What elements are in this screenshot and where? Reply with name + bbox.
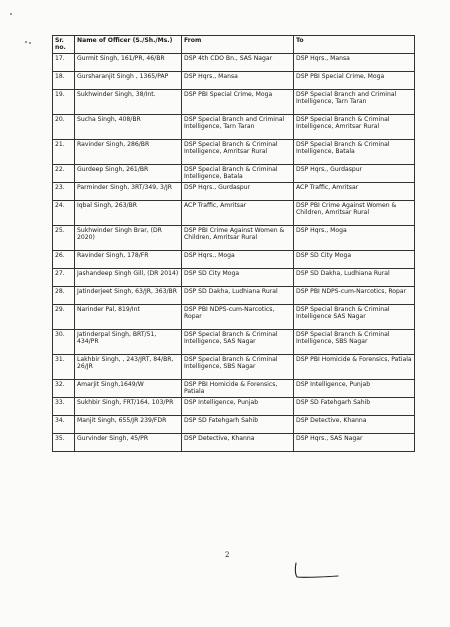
cell-from: DSP SD Dakha, Ludhiana Rural [182, 287, 294, 305]
table-row [53, 54, 415, 72]
cell-sr: 24. [53, 201, 75, 226]
scan-speck [25, 41, 27, 43]
cell-sr: 19. [53, 90, 75, 115]
cell-sr: 32. [53, 380, 75, 398]
table-row [53, 201, 415, 226]
header-to: To [294, 36, 415, 54]
table-row [53, 165, 415, 183]
cell-name: Sucha Singh, 408/BR [75, 115, 182, 140]
cell-from: DSP Special Branch & Criminal Intelligence, Amritsar Rural [182, 140, 294, 165]
cell-to: DSP Intelligence, Punjab [294, 380, 415, 398]
cell-from: DSP Special Branch & Criminal Intelligence, Batala [182, 165, 294, 183]
cell-to: DSP Hqrs., Gurdaspur [294, 165, 415, 183]
cell-sr: 31. [53, 355, 75, 380]
scan-speck [29, 42, 31, 44]
cell-to: DSP Detective, Khanna [294, 416, 415, 434]
cell-from: DSP PBI Special Crime, Moga [182, 90, 294, 115]
cell-from: ACP Traffic, Amritsar [182, 201, 294, 226]
cell-to: DSP Special Branch & Criminal Intelligence, Batala [294, 140, 415, 165]
cell-sr: 29. [53, 305, 75, 330]
cell-from: DSP 4th CDO Bn., SAS Nagar [182, 54, 294, 72]
table-row [53, 269, 415, 287]
signature-mark [292, 560, 342, 582]
cell-name: Jatinderjeet Singh, 63/JR, 363/BR [75, 287, 182, 305]
cell-name: Gurdeep Singh, 261/BR [75, 165, 182, 183]
cell-name: Jatinderpal Singh, BRT/51, 434/PR [75, 330, 182, 355]
cell-from: DSP Special Branch & Criminal Intelligence, SAS Nagar [182, 330, 294, 355]
cell-name: Ravinder Singh, 178/FR [75, 251, 182, 269]
cell-to: DSP PBI Crime Against Women & Children, Amritsar Rural [294, 201, 415, 226]
table-row [53, 115, 415, 140]
cell-name: Narinder Pal, 819/Int [75, 305, 182, 330]
cell-sr: 27. [53, 269, 75, 287]
cell-from: DSP SD City Moga [182, 269, 294, 287]
cell-name: Parminder Singh, 3RT/349, 3/JR [75, 183, 182, 201]
cell-from: DSP Hqrs., Gurdaspur [182, 183, 294, 201]
cell-from: DSP PBI Crime Against Women & Children, Amritsar Rural [182, 226, 294, 251]
cell-from: DSP SD Fatehgarh Sahib [182, 416, 294, 434]
header-name-of-officer: Name of Officer (S./Sh./Ms.) [75, 36, 182, 54]
cell-sr: 20. [53, 115, 75, 140]
cell-from: DSP Special Branch & Criminal Intelligence, SBS Nagar [182, 355, 294, 380]
cell-sr: 28. [53, 287, 75, 305]
table-row [53, 380, 415, 398]
table-row [53, 251, 415, 269]
cell-to: DSP SD Fatehgarh Sahib [294, 398, 415, 416]
cell-to: DSP Hqrs., Moga [294, 226, 415, 251]
cell-name: Sukhwinder Singh Brar, (DR 2020) [75, 226, 182, 251]
cell-name: Gursharanjit Singh , 1365/PAP [75, 72, 182, 90]
cell-sr: 23. [53, 183, 75, 201]
cell-name: Gurvinder Singh, 45/PR [75, 434, 182, 452]
cell-from: DSP Hqrs., Mansa [182, 72, 294, 90]
page-number: 2 [225, 551, 230, 559]
cell-sr: 30. [53, 330, 75, 355]
cell-sr: 21. [53, 140, 75, 165]
table-row [53, 330, 415, 355]
cell-from: DSP Special Branch and Criminal Intelligence, Tarn Taran [182, 115, 294, 140]
cell-to: DSP Hqrs., Mansa [294, 54, 415, 72]
header-from: From [182, 36, 294, 54]
table-row [53, 416, 415, 434]
cell-to: DSP Special Branch & Criminal Intelligence, Amritsar Rural [294, 115, 415, 140]
cell-name: Sukhbir Singh, FRT/164, 103/PR [75, 398, 182, 416]
table-row [53, 72, 415, 90]
cell-sr: 17. [53, 54, 75, 72]
table-header-row [53, 36, 415, 54]
cell-name: Manjit Singh, 655/JR 239/FDR [75, 416, 182, 434]
table-row [53, 398, 415, 416]
cell-sr: 26. [53, 251, 75, 269]
header-sr-no: Sr. no. [53, 36, 75, 54]
table-row [53, 434, 415, 452]
cell-from: DSP Hqrs., Moga [182, 251, 294, 269]
cell-sr: 18. [53, 72, 75, 90]
cell-sr: 35. [53, 434, 75, 452]
cell-from: DSP Detective, Khanna [182, 434, 294, 452]
cell-sr: 34. [53, 416, 75, 434]
transfer-table [52, 35, 415, 452]
table-row [53, 305, 415, 330]
cell-to: DSP PBI Special Crime, Moga [294, 72, 415, 90]
cell-name: Iqbal Singh, 263/BR [75, 201, 182, 226]
cell-sr: 33. [53, 398, 75, 416]
cell-to: DSP Special Branch & Criminal Intelligence, SBS Nagar [294, 330, 415, 355]
cell-name: Jashandeep Singh Gill, (DR 2014) [75, 269, 182, 287]
cell-to: DSP Special Branch and Criminal Intelligence, Tarn Taran [294, 90, 415, 115]
cell-to: DSP SD City Moga [294, 251, 415, 269]
cell-to: ACP Traffic, Amritsar [294, 183, 415, 201]
table-row [53, 287, 415, 305]
cell-name: Amarjit Singh,1649/W [75, 380, 182, 398]
cell-from: DSP PBI NDPS-cum-Narcotics, Ropar [182, 305, 294, 330]
table-row [53, 226, 415, 251]
cell-name: Sukhwinder Singh, 38/Int. [75, 90, 182, 115]
table-row [53, 90, 415, 115]
cell-sr: 25. [53, 226, 75, 251]
cell-to: DSP Hqrs., SAS Nagar [294, 434, 415, 452]
cell-to: DSP PBI NDPS-cum-Narcotics, Ropar [294, 287, 415, 305]
cell-to: DSP PBI Homicide & Forensics, Patiala [294, 355, 415, 380]
cell-from: DSP PBI Homicide & Forensics, Patiala [182, 380, 294, 398]
cell-sr: 22. [53, 165, 75, 183]
cell-name: Ravinder Singh, 286/BR [75, 140, 182, 165]
scan-speck [10, 13, 12, 15]
table-row [53, 140, 415, 165]
table-row [53, 183, 415, 201]
cell-name: Gurmit Singh, 161/PR, 46/BR [75, 54, 182, 72]
cell-to: DSP Special Branch & Criminal Intelligence SAS Nagar [294, 305, 415, 330]
table-row [53, 355, 415, 380]
cell-from: DSP Intelligence, Punjab [182, 398, 294, 416]
cell-to: DSP SD Dakha, Ludhiana Rural [294, 269, 415, 287]
cell-name: Lakhbir Singh, , 243/JRT, 84/BR, 26/JR [75, 355, 182, 380]
